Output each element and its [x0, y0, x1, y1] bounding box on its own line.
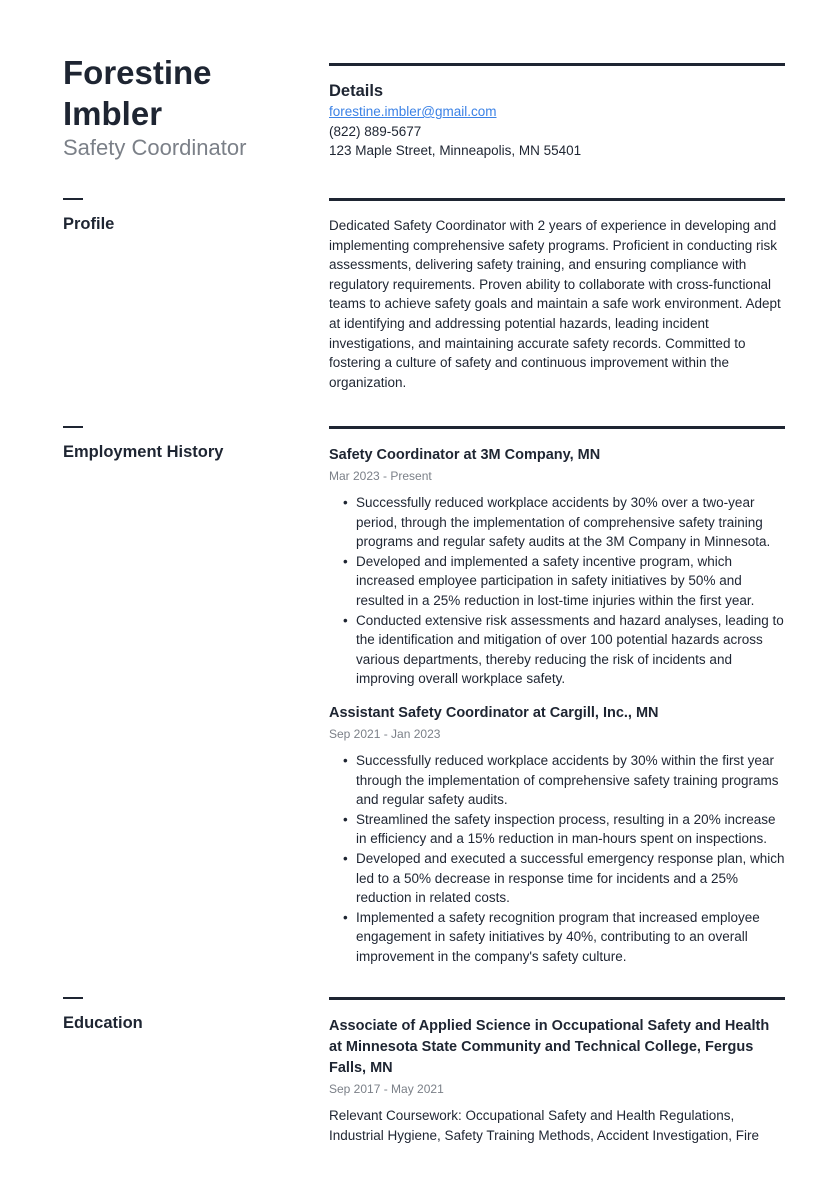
section-divider [329, 426, 785, 429]
bullet-item: • Developed and executed a successful emergency response plan, which led to a 50% decrease in response time for incidents and a 25% reduction in related costs. [356, 849, 785, 908]
details-section [329, 63, 785, 161]
profile-heading: Profile [63, 215, 115, 233]
phone-number: (822) 889-5677 [329, 123, 422, 139]
candidate-name: Forestine Imbler [63, 54, 212, 132]
job-title: Safety Coordinator at 3M Company, MN [329, 447, 601, 463]
profile-section [329, 198, 785, 392]
bullet-item: • Successfully reduced workplace accidents by 30% over a two-year period, through the implementation of comprehensive safety training programs and regular safety audits at the 3M Company in Minnesota. [356, 493, 785, 552]
employment-heading-block [63, 426, 223, 462]
section-divider [329, 997, 785, 1000]
heading-dash [63, 198, 83, 200]
education-heading: Education [63, 1014, 143, 1032]
bullet-item: • Conducted extensive risk assessments and hazard analyses, leading to the identification and mitigation of over 100 potential hazards across various departments, thereby reducing the risk of incidents and improving overall workplace safety. [356, 611, 785, 689]
heading-dash [63, 997, 83, 999]
education-section [329, 997, 785, 1145]
details-heading: Details [329, 82, 384, 100]
education-heading-block [63, 997, 143, 1033]
employment-heading: Employment History [63, 443, 224, 461]
profile-heading-block [63, 198, 114, 234]
job-title: Assistant Safety Coordinator at Cargill, Inc., MN [329, 704, 659, 721]
employment-section [329, 426, 785, 966]
candidate-title: Safety Coordinator [63, 135, 247, 160]
bullet-item: • Streamlined the safety inspection process, resulting in a 20% increase in efficiency and a 15% reduction in man-hours spent on inspections. [356, 810, 785, 849]
education-degree: Associate of Applied Science in Occupational Safety and Health at Minnesota State Community and Technical College, Fergus Falls, MN [329, 1018, 770, 1076]
section-divider [329, 63, 785, 66]
bullet-item: • Successfully reduced workplace accidents by 30% within the first year through the implementation of comprehensive safety training programs and regular safety audits. [356, 751, 785, 810]
email-link[interactable]: forestine.imbler@gmail.com [329, 104, 497, 119]
heading-dash [63, 426, 83, 428]
job-bullets [329, 493, 785, 689]
job-bullets [329, 751, 785, 967]
job-entry [329, 703, 785, 967]
section-divider [329, 198, 785, 201]
education-coursework: Relevant Coursework: Occupational Safety and Health Regulations, Industrial Hygiene, Safety Training Methods, Accident Investigation, Fire [329, 1108, 759, 1143]
education-dates: Sep 2017 - May 2021 [329, 1082, 444, 1096]
job-entry [329, 445, 785, 689]
address: 123 Maple Street, Minneapolis, MN 55401 [329, 143, 582, 159]
job-dates: Mar 2023 - Present [329, 469, 432, 483]
profile-summary: Dedicated Safety Coordinator with 2 years of experience in developing and implementing comprehensive safety programs. Proficient in conducting risk assessments, delivering safety training, and ensuring compliance with regulatory requirements. Proven ability to collaborate with cross-functional teams to achieve safety goals and maintain a safe work environment. Adept at identifying and addressing potential hazards, leading incident investigations, and maintaining accurate safety records. Committed to fostering a culture of safety and continuous improvement within the organization. [329, 218, 781, 390]
bullet-item: • Implemented a safety recognition program that increased employee engagement in safety initiatives by 40%, contributing to an overall improvement in the company's safety culture. [356, 908, 785, 967]
bullet-item: • Developed and implemented a safety incentive program, which increased employee participation in safety initiatives by 50% and resulted in a 25% reduction in lost-time injuries within the first year. [356, 552, 785, 611]
job-dates: Sep 2021 - Jan 2023 [329, 726, 441, 741]
